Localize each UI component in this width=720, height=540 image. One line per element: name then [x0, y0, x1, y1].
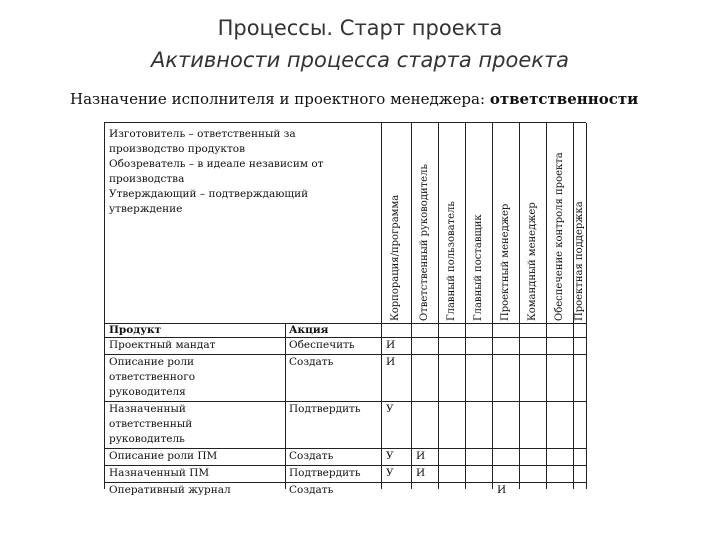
role-header: Ответственный руководитель [418, 164, 430, 321]
role-header: Обеспечение контроля проекта [553, 152, 565, 321]
role-header: Командный менеджер [526, 202, 538, 321]
responsibility-mark: И [416, 467, 426, 479]
section-heading [70, 90, 638, 108]
role-header-cell [411, 123, 438, 323]
role-header: Проектный менеджер [499, 203, 511, 321]
role-header-cell [573, 123, 586, 323]
product-line: ответственный [109, 418, 193, 430]
responsibility-mark: У [386, 403, 394, 415]
table-column-line [465, 123, 466, 489]
section-heading-prefix: Назначение исполнителя и проектного менеджера: [70, 90, 486, 108]
action-cell: Подтвердить [289, 467, 361, 479]
role-header: Главный поставщик [472, 214, 484, 321]
responsibility-mark: И [386, 356, 396, 368]
role-header: Корпорация/программа [390, 194, 401, 321]
legend-line: Утверждающий – подтверждающий [109, 188, 309, 200]
responsibility-mark: И [416, 450, 426, 462]
role-header-cell [438, 123, 465, 323]
product-cell [109, 449, 281, 464]
role-header-cell [519, 123, 546, 323]
responsibility-mark: У [386, 467, 394, 479]
product-line: ответственного [109, 371, 196, 383]
product-line: Назначенный [109, 403, 186, 415]
product-line: руководитель [109, 433, 185, 445]
table-column-line [519, 123, 520, 489]
product-cell [109, 466, 281, 481]
action-column-header: Акция [289, 324, 329, 336]
page-subtitle: Активности процесса старта проекта [150, 48, 570, 72]
role-legend [109, 127, 381, 217]
product-cell [109, 338, 281, 353]
role-header: Проектная поддержка [573, 201, 585, 321]
role-header-cell [381, 123, 411, 323]
product-line: Назначенный ПМ [109, 467, 210, 479]
product-line: Описание роли [109, 356, 195, 368]
action-cell: Обеспечить [289, 339, 355, 351]
product-cell [109, 402, 281, 447]
legend-line: Обозреватель – в идеале независим от [109, 158, 324, 170]
product-line: Проектный мандат [109, 339, 216, 351]
product-column-header: Продукт [109, 324, 162, 336]
role-header-cell [465, 123, 492, 323]
table-column-line [573, 123, 574, 489]
table-column-line [411, 123, 412, 489]
responsibility-table [104, 122, 586, 496]
action-cell: Создать [289, 356, 334, 368]
table-column-line [546, 123, 547, 489]
product-cell [109, 483, 281, 498]
responsibility-mark: И [497, 484, 507, 496]
role-header-cell [492, 123, 519, 323]
action-cell: Создать [289, 450, 334, 462]
table-column-line [586, 123, 587, 489]
product-line: Оперативный журнал [109, 484, 231, 496]
action-cell: Подтвердить [289, 403, 361, 415]
table-row-line [105, 323, 586, 324]
responsibility-mark: У [386, 450, 394, 462]
role-header: Главный пользователь [445, 201, 457, 321]
page-title: Процессы. Старт проекта [217, 16, 503, 40]
legend-line: производство продуктов [109, 143, 246, 155]
responsibility-mark: И [386, 339, 396, 351]
table-column-line [438, 123, 439, 489]
table-column-line [381, 123, 382, 489]
legend-line: утверждение [109, 203, 183, 215]
role-header-cell [546, 123, 573, 323]
section-heading-bold: ответственности [489, 90, 639, 108]
legend-line: Изготовитель – ответственный за [109, 128, 296, 140]
action-cell: Создать [289, 484, 334, 496]
table-column-line [492, 123, 493, 489]
product-cell [109, 355, 281, 400]
legend-line: производства [109, 173, 185, 185]
product-line: руководителя [109, 386, 186, 398]
product-line: Описание роли ПМ [109, 450, 218, 462]
